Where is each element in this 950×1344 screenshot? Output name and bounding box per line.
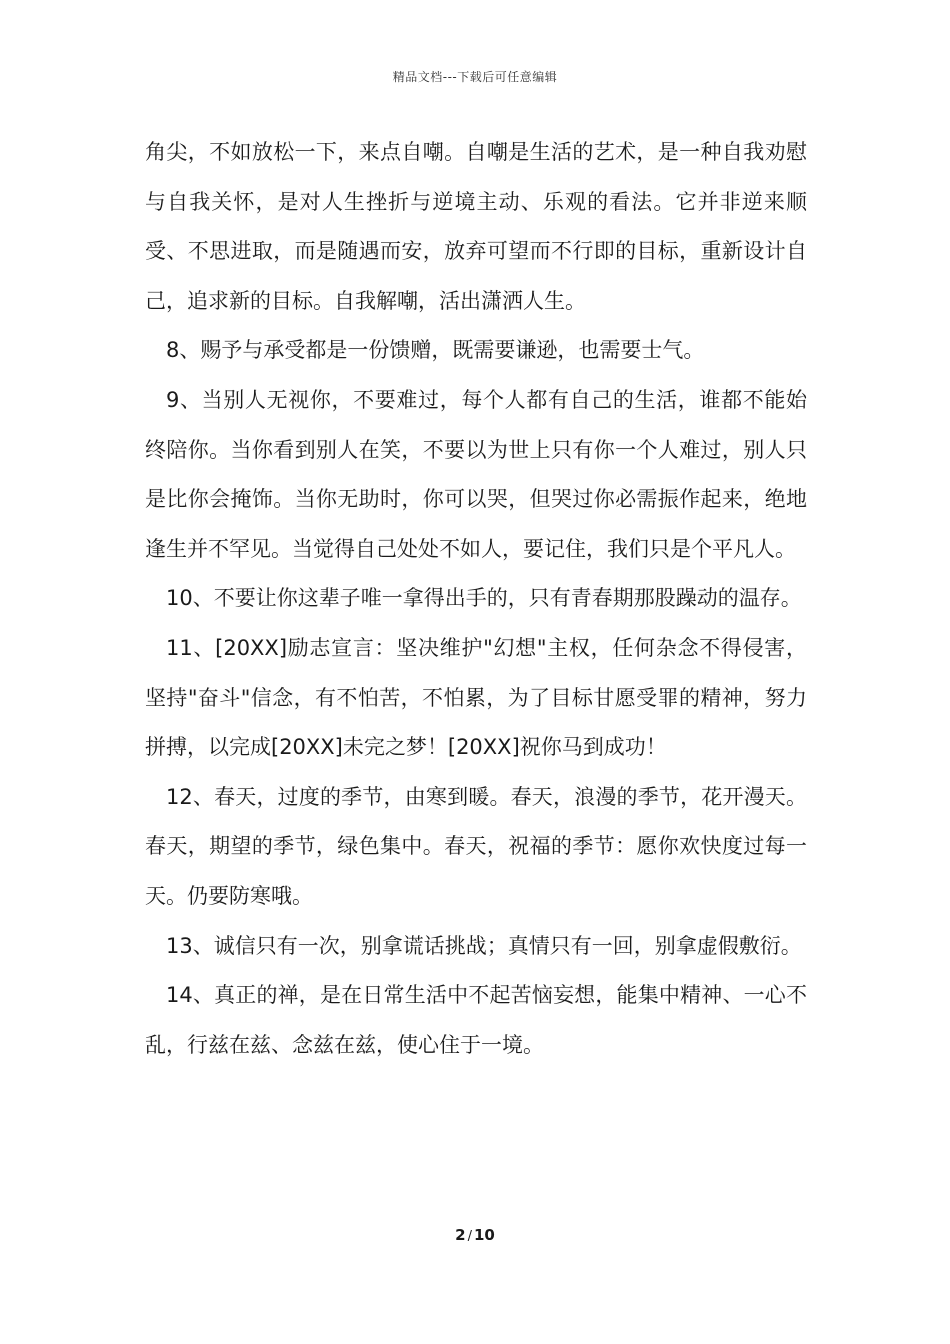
paragraph: 14、真正的禅，是在日常生活中不起苦恼妄想，能集中精神、一心不乱，行兹在兹、念兹在兹，使心住于一境。 (145, 983, 807, 1057)
paragraph: 11、[20XX]励志宣言：坚决维护"幻想"主权，任何杂念不得侵害，坚持"奋斗"信念，有不怕苦，不怕累，为了目标甘愿受罪的精神，努力拼搏，以完成[20XX]未完之梦！[20XX]祝你马到成功！ (145, 635, 807, 760)
page-separator: / (467, 1229, 472, 1244)
paragraph: 角尖，不如放松一下，来点自嘲。自嘲是生活的艺术，是一种自我劝慰与自我关怀，是对人生挫折与逆境主动、乐观的看法。它并非逆来顺受、不思进取，而是随遇而安，放弃可望而不行即的目标，重新设计自己，追求新的目标。自我解嘲，活出潇洒人生。 (145, 140, 807, 313)
page-number (0, 1226, 950, 1244)
total-pages: 10 (473, 1226, 495, 1244)
paragraph: 8、赐予与承受都是一份馈赠，既需要谦逊，也需要士气。 (166, 338, 705, 363)
paragraph: 12、春天，过度的季节，由寒到暖。春天，浪漫的季节，花开漫天。春天，期望的季节，绿色集中。春天，祝福的季节：愿你欢快度过每一天。仍要防寒哦。 (145, 784, 807, 908)
current-page-number: 2 (455, 1226, 466, 1244)
document-body (145, 128, 807, 1070)
paragraph: 10、不要让你这辈子唯一拿得出手的，只有青春期那股躁动的温存。 (166, 586, 802, 611)
paragraph: 9、当别人无视你，不要难过，每个人都有自己的生活，谁都不能始终陪你。当你看到别人在笑，不要以为世上只有你一个人难过，别人只是比你会掩饰。当你无助时，你可以哭，但哭过你必需振作起来，绝地逢生并不罕见。当觉得自己处处不如人，要记住，我们只是个平凡人。 (145, 387, 807, 561)
paragraph: 13、诚信只有一次，别拿谎话挑战；真情只有一回，别拿虚假敷衍。 (166, 933, 802, 958)
page-header: 精品文档---下载后可任意编辑 (392, 70, 558, 84)
